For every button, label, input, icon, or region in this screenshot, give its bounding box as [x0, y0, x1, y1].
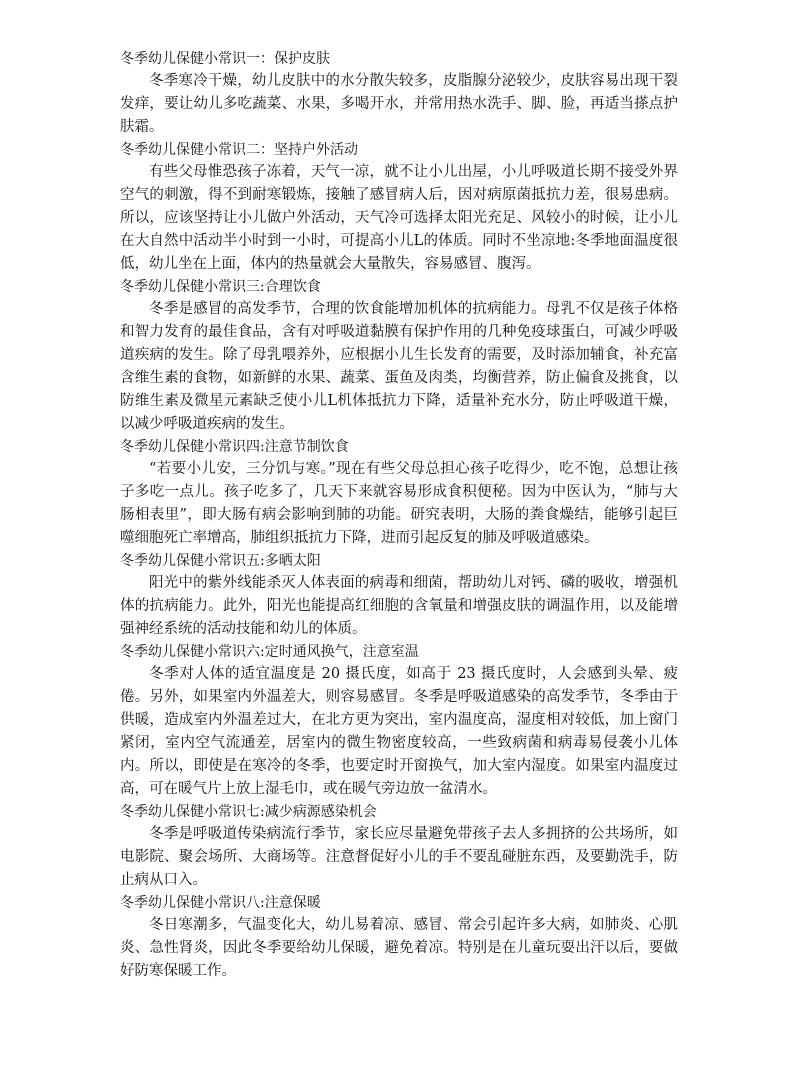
section-body: “若要小儿安，三分饥与寒。”现在有些父母总担心孩子吃得少，吃不饱，总想让孩子多吃一点儿。孩子吃多了，几天下来就容易形成食积便秘。因为中医认为，“肺与大肠相表里”，即大肠有病会影响到肺的功能。研究表明，大肠的粪食燥结，能够引起巨噬细胞死亡率增高，肺组织抵抗力下降，进而引起反复的肺及呼吸道感染。: [120, 461, 678, 546]
section-title: 冬季幼儿保健小常识六:定时通风换气，注意室温: [120, 644, 419, 660]
section-outdoor-activity: [120, 139, 678, 276]
section-protect-skin: [120, 48, 678, 139]
section-body: 有些父母惟恐孩子冻着，天气一凉，就不让小儿出屋，小儿呼吸道长期不接受外界空气的刺激，得不到耐寒锻炼，接触了感冒病人后，因对病原菌抵抗力差，很易患病。所以，应该坚持让小儿做户外活动，天气冷可选择太阳光充足、风较小的时候，让小儿在大自然中活动半小时到一小时，可提高小儿L的体质。同时不坐凉地:冬季地面温度很低，幼儿坐在上面，体内的热量就会大量散失，容易感冒、腹泻。: [120, 164, 678, 272]
section-reduce-infection: [120, 801, 678, 892]
section-body: 冬日寒潮多，气温变化大，幼儿易着凉、感冒、常会引起许多大病，如肺炎、心肌炎、急性肾炎，因此冬季要给幼儿保暖，避免着凉。特别是在儿童玩耍出汗以后，要做好防寒保暖工作。: [120, 917, 678, 979]
section-title: 冬季幼儿保健小常识三:合理饮食: [120, 279, 321, 295]
section-reasonable-diet: [120, 276, 678, 436]
section-body: 冬季是呼吸道传染病流行季节，家长应尽量避免带孩子去人多拥挤的公共场所，如电影院、聚会场所、大商场等。注意督促好小儿的手不要乱碰脏东西，及要勤洗手，防止病从口入。: [120, 826, 678, 888]
section-body: 冬季是感冒的高发季节，合理的饮食能增加机体的抗病能力。母乳不仅是孩子体格和智力发育的最佳食品，含有对呼吸道黏膜有保护作用的几种免疫球蛋白，可减少呼吸道疾病的发生。除了母乳喂养外，应根据小儿生长发育的需要，及时添加辅食，补充富含维生素的食物，如新鲜的水果、蔬菜、蛋鱼及肉类，均衡营养，防止偏食及挑食，以防维生素及微星元素缺乏使小儿L机体抵抗力下降，适量补充水分，防止呼吸道干燥，以减少呼吸道疾病的发生。: [120, 301, 678, 432]
section-keep-warm: [120, 892, 678, 983]
section-title: 冬季幼儿保健小常识四:注意节制饮食: [120, 439, 349, 455]
section-body: 冬季对人体的适宜温度是 20 摄氏度，如高于 23 摄氏度时，人会感到头晕、疲倦。另外，如果室内外温差大，则容易感冒。冬季是呼吸道感染的高发季节，冬季由于供暖，造成室内外温差过大，在北方更为突出，室内温度高，湿度相对较低，加上窗门紧闭，室内空气流通差，居室内的微生物密度较高，一些致病菌和病毒易侵袭小儿体内。所以，即使是在寒冷的冬季，也要定时开窗换气，加大室内湿度。如果室内温度过高，可在暖气片上放上湿毛巾，或在暖气旁边放一盆清水。: [120, 666, 678, 797]
section-title: 冬季幼儿保健小常识八:注意保暖: [120, 895, 321, 911]
section-ventilation: [120, 641, 678, 801]
section-title: 冬季幼儿保健小常识七:减少病源感染机会: [120, 804, 377, 820]
section-title: 冬季幼儿保健小常识五:多晒太阳: [120, 553, 321, 569]
section-moderate-diet: [120, 436, 678, 550]
section-title: 冬季幼儿保健小常识一：保护皮肤: [120, 51, 330, 67]
section-sunlight: [120, 550, 678, 641]
section-body: 冬季寒冷干燥，幼儿皮肤中的水分散失较多，皮脂腺分泌较少，皮肤容易出现干裂发痒，要让幼儿多吃蔬菜、水果，多喝开水，并常用热水洗手、脚、脸，再适当搽点护肤霜。: [120, 73, 678, 135]
section-body: 阳光中的紫外线能杀灭人体表面的病毒和细菌，帮助幼儿对钙、磷的吸收，增强机体的抗病能力。此外，阳光也能提高红细胞的含氧量和增强皮肤的调温作用，以及能增强神经系统的活动技能和幼儿的体质。: [120, 575, 678, 637]
section-title: 冬季幼儿保健小常识二：坚持户外活动: [120, 142, 358, 158]
